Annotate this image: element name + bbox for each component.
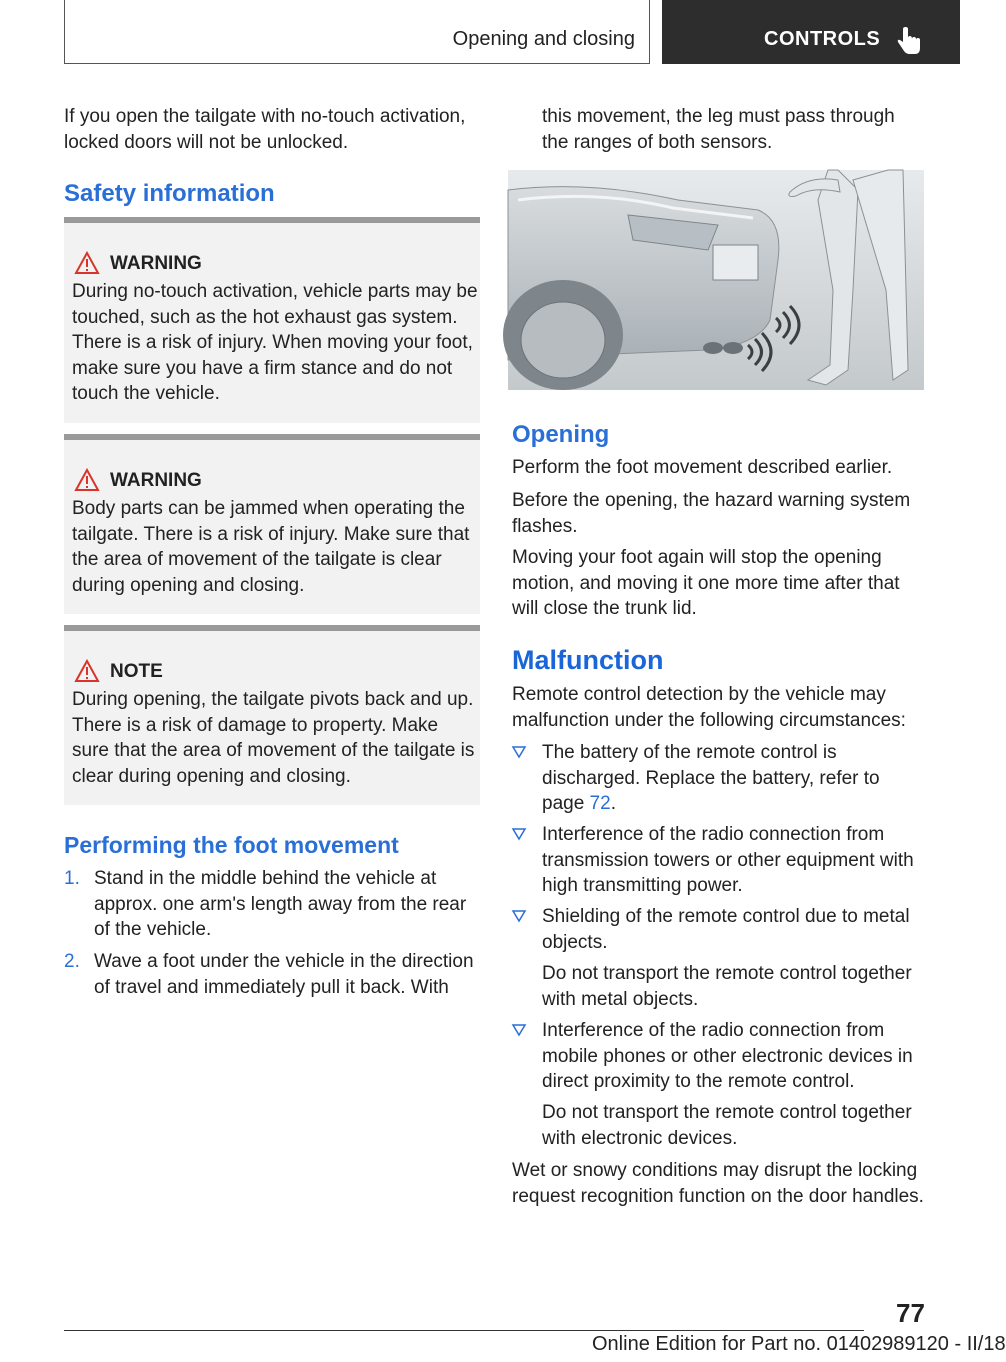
step-text: Wave a foot under the vehicle in the direction of travel and immediately pull it back. With [94,951,474,998]
pointing-hand-icon [894,26,924,56]
bullet-text: Interference of the radio connection from transmission towers or other equipment with high transmitting power. [542,824,914,896]
opening-paragraph: Perform the foot movement described earlier. [512,457,893,478]
note-box-text: During opening, the tailgate pivots back and up. There is a risk of damage to property. Make sure that the area of movement of the tailgate is clear during opening and closing. [72,689,475,787]
warning-box-title: WARNING [110,253,202,274]
intro-paragraph: If you open the tailgate with no-touch activation, locked doors will not be unlocked. [64,106,466,153]
warning-box-text: Body parts can be jammed when operating the tailgate. There is a risk of injury. Make sure that the area of movement of the tailgate is clear during opening and closing. [72,498,470,596]
bullet-text: Shielding of the remote control due to metal objects. [542,906,910,953]
bullet-subtext: Do not transport the remote control together with electronic devices. [542,1102,912,1149]
malfunction-intro: Remote control detection by the vehicle may malfunction under the following circumstances: [512,684,906,731]
safety-heading: Safety information [64,180,275,207]
warning-box-2 [64,434,480,614]
opening-paragraph: Before the opening, the hazard warning system flashes. [512,490,911,537]
step-text: Stand in the middle behind the vehicle at approx. one arm's length away from the rear of the vehicle. [94,868,467,940]
header-chapter-title: CONTROLS [764,28,881,50]
header-chapter-tab [662,0,960,64]
warning-box-title: WARNING [110,470,202,491]
page-number: 77 [896,1298,925,1328]
page-link[interactable]: 72 [589,793,611,814]
note-box-title: NOTE [110,661,163,682]
warning-triangle-icon [74,659,100,683]
bullet-triangle-icon [512,910,526,922]
bullet-triangle-icon [512,1024,526,1036]
opening-heading: Opening [512,421,610,448]
step-number: 2. [64,951,80,972]
header-section-tab [64,0,650,64]
opening-paragraph: Moving your foot again will stop the opening motion, and moving it one more time after that will close the trunk lid. [512,547,900,619]
warning-box-1 [64,217,480,423]
malfunction-heading: Malfunction [512,645,664,675]
closing-paragraph: Wet or snowy conditions may disrupt the locking request recognition function on the door handles. [512,1160,924,1207]
warning-triangle-icon [74,468,100,492]
bullet-text: Interference of the radio connection from mobile phones or other electronic devices in direct proximity to the remote control. [542,1020,913,1092]
foot-movement-heading: Performing the foot movement [64,832,399,858]
bullet-subtext: Do not transport the remote control together with metal objects. [542,963,912,1010]
continued-paragraph: this movement, the leg must pass through the ranges of both sensors. [542,106,895,153]
warning-box-text: During no-touch activation, vehicle parts may be touched, such as the hot exhaust gas system. There is a risk of injury. When moving your foot, make sure you have a firm stance and do not touch the vehicle. [72,281,478,404]
warning-triangle-icon [74,251,100,275]
footer-edition: Online Edition for Part no. 01402989120 - II/18 [592,1333,1006,1355]
bullet-text: The battery of the remote control is discharged. Replace the battery, refer to page 72. [542,742,880,814]
header-section-title: Opening and closing [452,28,635,50]
step-number: 1. [64,868,80,889]
foot-movement-illustration [508,170,924,390]
bullet-triangle-icon [512,828,526,840]
note-box [64,625,480,805]
car-rear-sensor-illustration [508,170,924,390]
footer-divider [64,1330,864,1331]
bullet-triangle-icon [512,746,526,758]
